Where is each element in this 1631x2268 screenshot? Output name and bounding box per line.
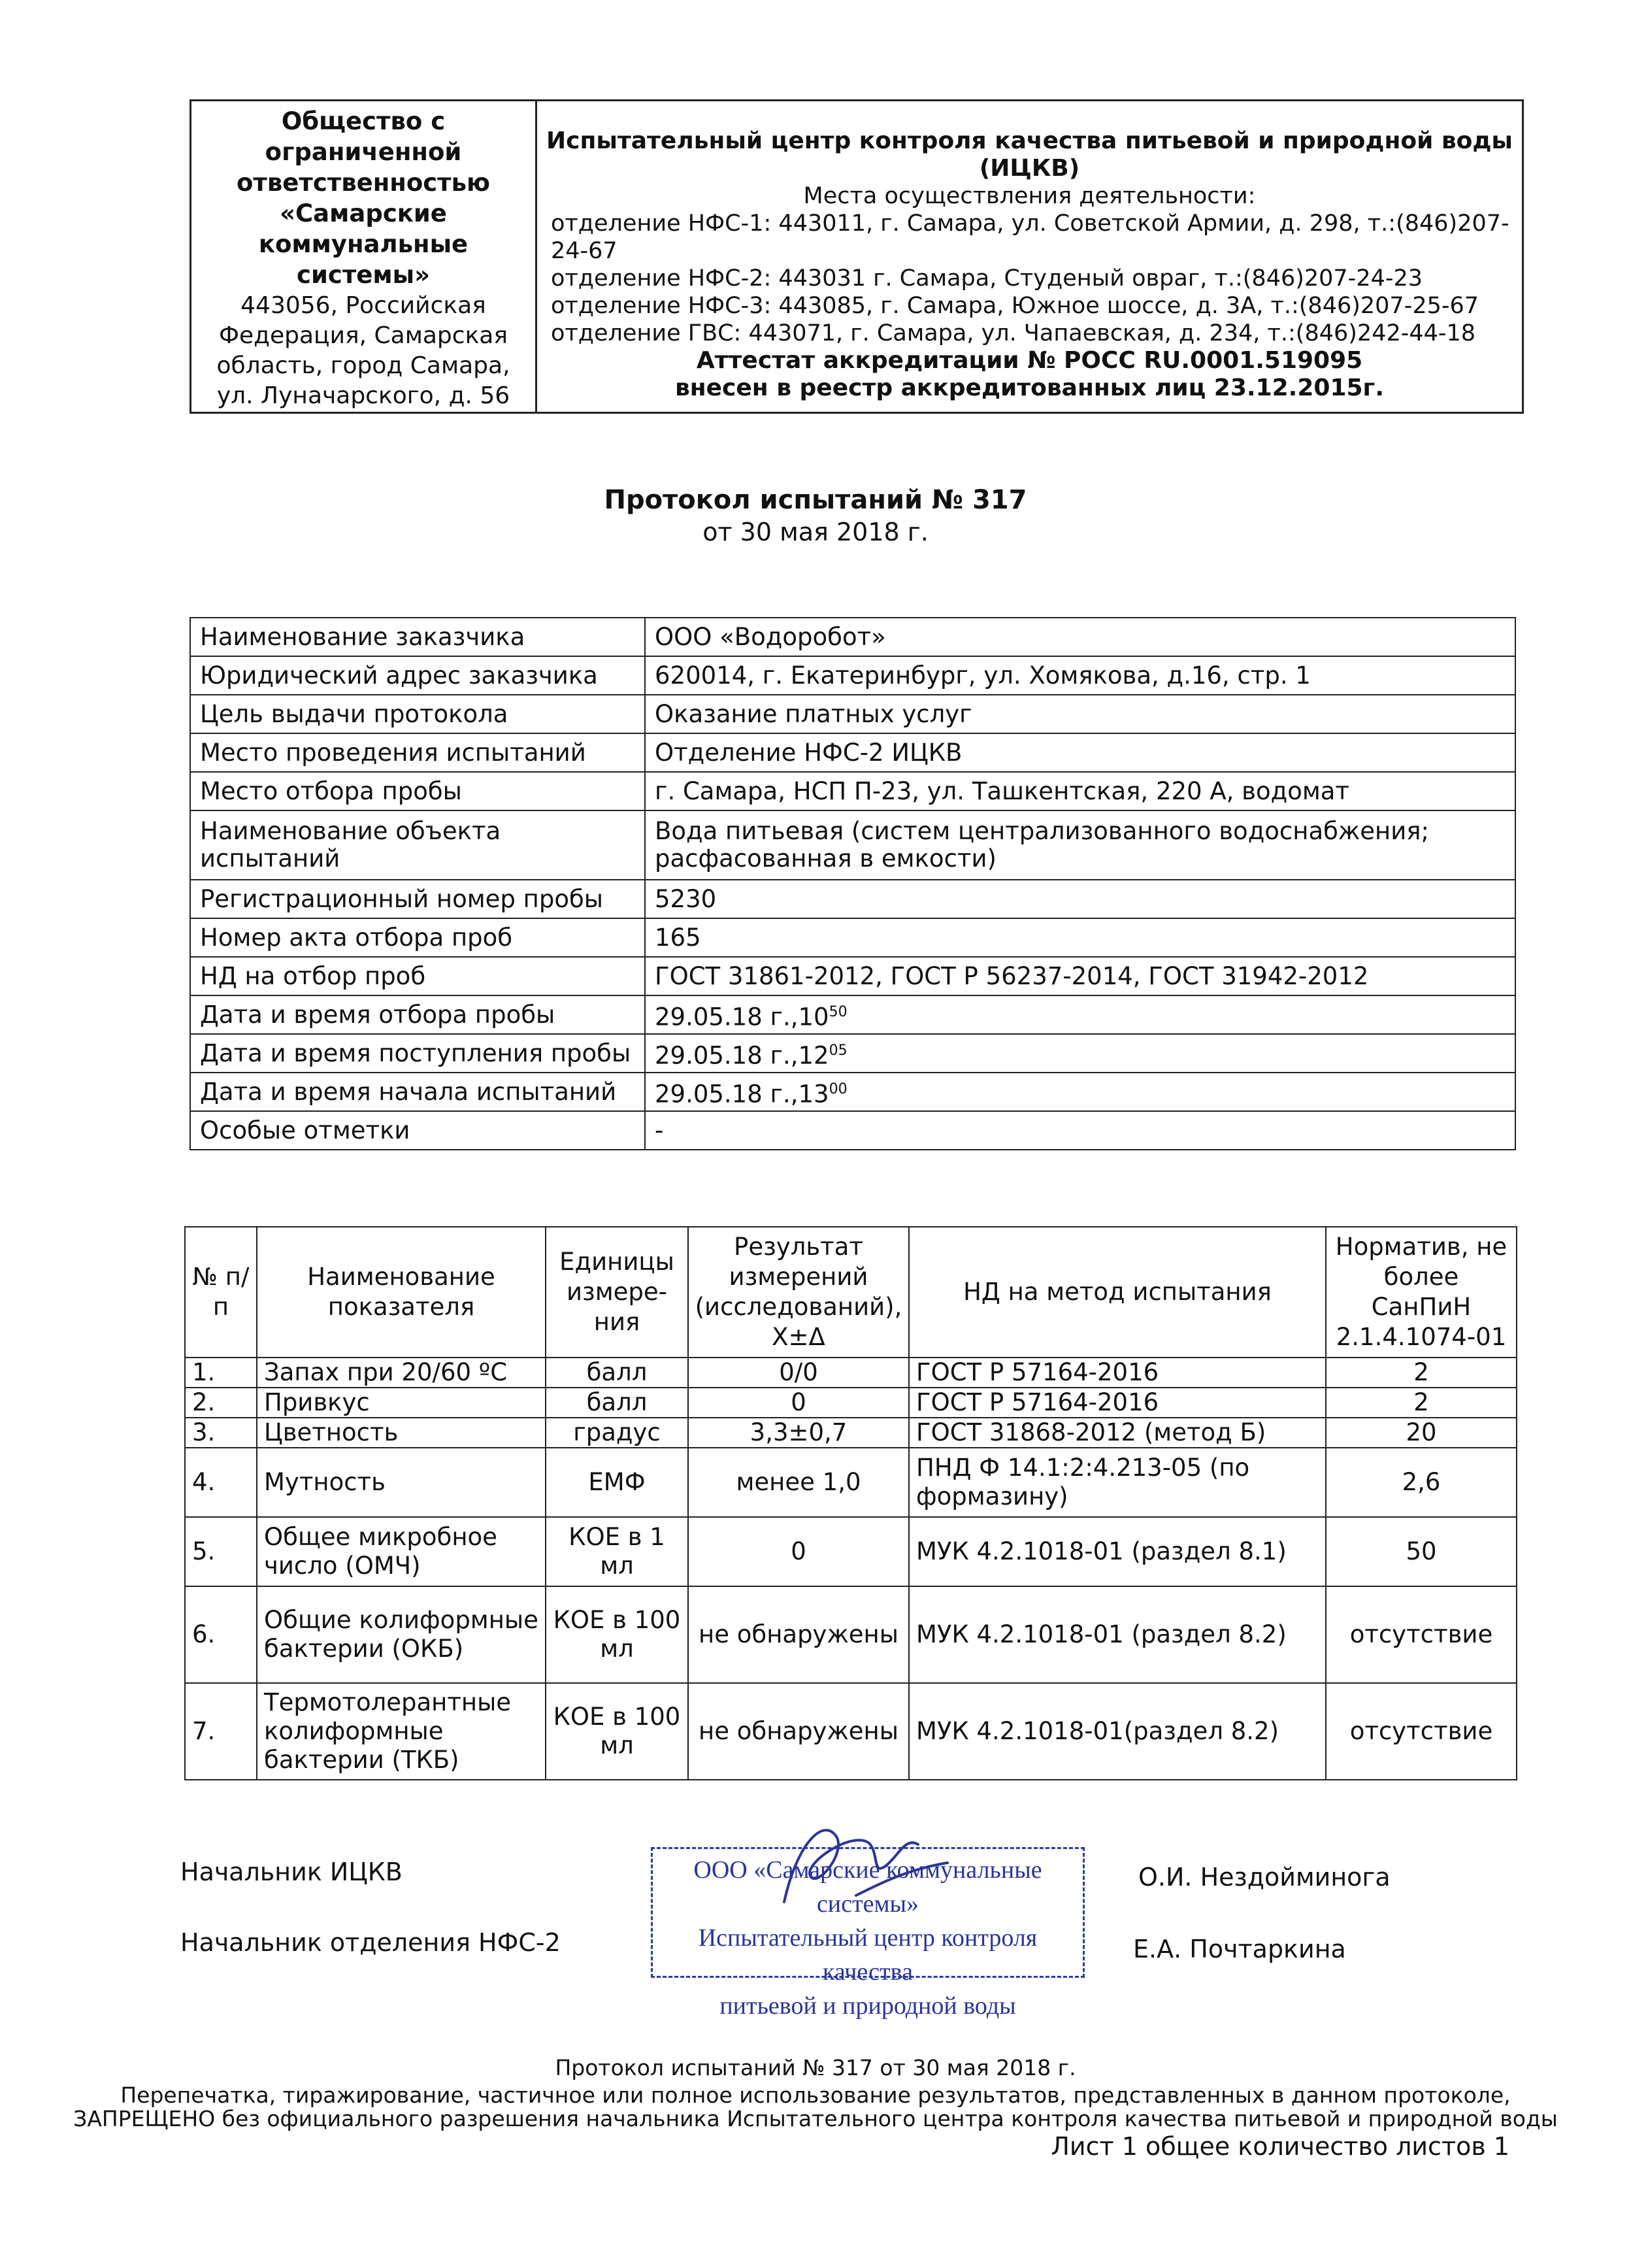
results-table: [184, 1226, 1517, 1780]
header-block: [189, 99, 1524, 414]
col-result-header: Результат измерений (исследований), Х±Δ: [688, 1227, 909, 1358]
department-line: отделение НФС-1: 443011, г. Самара, ул. Советской Армии, д. 298, т.:(846)207-24-67: [551, 210, 1509, 264]
table-row: [185, 1358, 1517, 1388]
norm-value: отсутствие: [1326, 1586, 1517, 1683]
info-value: ООО «Водоробот»: [645, 618, 1515, 656]
norm-value: 20: [1326, 1418, 1517, 1448]
date-time: 29.05.18 г.,12: [655, 1041, 829, 1070]
info-key: Дата и время поступления пробы: [190, 1034, 645, 1073]
row-num: 1.: [185, 1358, 257, 1388]
org-address-line: Федерация, Самарская: [218, 322, 508, 349]
test-method: МУК 4.2.1018-01 (раздел 8.2): [909, 1586, 1326, 1683]
info-row: [190, 957, 1515, 995]
unit: КОЕ в 1 мл: [546, 1517, 688, 1586]
info-value: Вода питьевая (систем централизованного водоснабжения; расфасованная в емкости): [645, 810, 1515, 880]
info-key: НД на отбор проб: [190, 957, 645, 995]
date-time: 29.05.18 г.,13: [655, 1080, 829, 1109]
table-row: [185, 1517, 1517, 1586]
signatory-name-2: Е.А. Почтаркина: [1133, 1935, 1346, 1963]
org-address-line: ул. Луначарского, д. 56: [216, 382, 510, 409]
indicator-name: Цветность: [257, 1418, 546, 1448]
col-method-header: НД на метод испытания: [909, 1227, 1326, 1358]
places-label: Места осуществления деятельности:: [803, 183, 1256, 209]
info-key: Место отбора пробы: [190, 772, 645, 810]
footer-notice-1: Перепечатка, тиражирование, частичное или полное использование результатов, представленных в данном протоколе,: [120, 2082, 1511, 2108]
info-row: [190, 918, 1515, 957]
info-row: [190, 880, 1515, 918]
org-name-line: Общество с: [281, 107, 446, 135]
info-key: Регистрационный номер пробы: [190, 880, 645, 918]
info-value: [645, 1034, 1515, 1073]
info-key: Дата и время начала испытаний: [190, 1073, 645, 1111]
info-row: [190, 1034, 1515, 1073]
info-key: Особые отметки: [190, 1111, 645, 1150]
result-value: не обнаружены: [688, 1586, 909, 1683]
info-row: [190, 810, 1515, 880]
unit: балл: [546, 1388, 688, 1418]
stamp-line: ООО «Самарские коммунальные системы»: [693, 1856, 1042, 1918]
indicator-name: Привкус: [257, 1388, 546, 1418]
col-name-header: Наименование показателя: [257, 1227, 546, 1358]
info-value: Оказание платных услуг: [645, 695, 1515, 733]
info-row: [190, 772, 1515, 810]
indicator-name: Общее микробное число (ОМЧ): [257, 1517, 546, 1586]
footer-notice-2: ЗАПРЕЩЕНО без официального разрешения начальника Испытательного центра контроля качества питьевой и природной воды: [73, 2106, 1558, 2131]
footer-protocol-ref: Протокол испытаний № 317 от 30 мая 2018 г.: [555, 2055, 1076, 2080]
laboratory-cell: [536, 101, 1523, 413]
indicator-name: Термотолерантные колиформные бактерии (ТКБ): [257, 1683, 546, 1780]
info-key: Дата и время отбора пробы: [190, 995, 645, 1034]
table-row: [185, 1683, 1517, 1780]
result-value: 0: [688, 1517, 909, 1586]
info-value: [645, 995, 1515, 1034]
norm-value: 2: [1326, 1358, 1517, 1388]
info-value: 620014, г. Екатеринбург, ул. Хомякова, д.16, стр. 1: [645, 656, 1515, 695]
info-row: [190, 1111, 1515, 1150]
organization-cell: [191, 101, 536, 413]
col-norm-header: Норматив, не более СанПиН 2.1.4.1074-01: [1326, 1227, 1517, 1358]
info-row: [190, 995, 1515, 1034]
signatory-role-1: Начальник ИЦКВ: [180, 1858, 403, 1886]
department-line: отделение НФС-3: 443085, г. Самара, Южное шоссе, д. 3А, т.:(846)207-25-67: [551, 293, 1479, 319]
test-method: ГОСТ Р 57164-2016: [909, 1388, 1326, 1418]
row-num: 2.: [185, 1388, 257, 1418]
result-value: 3,3±0,7: [688, 1418, 909, 1448]
info-value: [645, 1073, 1515, 1111]
department-line: отделение ГВС: 443071, г. Самара, ул. Чапаевская, д. 234, т.:(846)242-44-18: [551, 320, 1476, 346]
test-method: МУК 4.2.1018-01(раздел 8.2): [909, 1683, 1326, 1780]
row-num: 6.: [185, 1586, 257, 1683]
sheet-count: Лист 1 общее количество листов 1: [1051, 2132, 1509, 2161]
info-key: Наименование объекта испытаний: [190, 810, 645, 880]
info-row: [190, 695, 1515, 733]
norm-value: 2: [1326, 1388, 1517, 1418]
info-value: ГОСТ 31861-2012, ГОСТ Р 56237-2014, ГОСТ 31942-2012: [645, 957, 1515, 995]
unit: градус: [546, 1418, 688, 1448]
org-name-line: ограниченной: [265, 138, 462, 166]
info-row: [190, 618, 1515, 656]
protocol-title: Протокол испытаний № 317: [604, 485, 1027, 515]
table-row: [185, 1418, 1517, 1448]
table-row: [185, 1586, 1517, 1683]
info-value: -: [645, 1111, 1515, 1150]
info-key: Юридический адрес заказчика: [190, 656, 645, 695]
accreditation-registry: внесен в реестр аккредитованных лиц 23.12.2015г.: [674, 375, 1385, 401]
signatory-role-2: Начальник отделения НФС-2: [180, 1928, 561, 1957]
row-num: 3.: [185, 1418, 257, 1448]
stamp-line: питьевой и природной воды: [719, 1992, 1016, 2020]
info-row: [190, 733, 1515, 772]
info-value: Отделение НФС-2 ИЦКВ: [645, 733, 1515, 772]
unit: ЕМФ: [546, 1448, 688, 1517]
indicator-name: Мутность: [257, 1448, 546, 1517]
stamp-line: Испытательный центр контроля качества: [698, 1924, 1038, 1986]
time-minutes: 00: [829, 1080, 848, 1097]
result-value: не обнаружены: [688, 1683, 909, 1780]
info-value: 165: [645, 918, 1515, 957]
info-value: г. Самара, НСП П-23, ул. Ташкентская, 220 А, водомат: [645, 772, 1515, 810]
lab-abbreviation: (ИЦКВ): [979, 155, 1080, 182]
result-value: 0: [688, 1388, 909, 1418]
info-key: Наименование заказчика: [190, 618, 645, 656]
info-key: Номер акта отбора проб: [190, 918, 645, 957]
signatory-name-1: О.И. Нездойминога: [1138, 1863, 1391, 1892]
indicator-name: Общие колиформные бактерии (ОКБ): [257, 1586, 546, 1683]
protocol-date: от 30 мая 2018 г.: [702, 518, 929, 546]
sample-info-table: [189, 617, 1516, 1150]
test-method: ГОСТ Р 57164-2016: [909, 1358, 1326, 1388]
date-time: 29.05.18 г.,10: [655, 1003, 829, 1031]
info-key: Цель выдачи протокола: [190, 695, 645, 733]
row-num: 4.: [185, 1448, 257, 1517]
org-name-line: коммунальные: [258, 230, 469, 258]
test-method: ГОСТ 31868-2012 (метод Б): [909, 1418, 1326, 1448]
table-row: [185, 1388, 1517, 1418]
row-num: 7.: [185, 1683, 257, 1780]
norm-value: 2,6: [1326, 1448, 1517, 1517]
unit: балл: [546, 1358, 688, 1388]
unit: КОЕ в 100 мл: [546, 1683, 688, 1780]
test-method: ПНД Ф 14.1:2:4.213-05 (по формазину): [909, 1448, 1326, 1517]
test-method: МУК 4.2.1018-01 (раздел 8.1): [909, 1517, 1326, 1586]
unit: КОЕ в 100 мл: [546, 1586, 688, 1683]
info-row: [190, 656, 1515, 695]
info-key: Место проведения испытаний: [190, 733, 645, 772]
result-value: менее 1,0: [688, 1448, 909, 1517]
time-minutes: 05: [829, 1042, 848, 1059]
indicator-name: Запах при 20/60 ºС: [257, 1358, 546, 1388]
lab-title: Испытательный центр контроля качества питьевой и природной воды: [546, 127, 1513, 154]
results-header-row: [185, 1227, 1517, 1358]
org-name-line: «Самарские: [280, 199, 447, 227]
row-num: 5.: [185, 1517, 257, 1586]
result-value: 0/0: [688, 1358, 909, 1388]
org-name-line: системы»: [297, 261, 430, 289]
accreditation-number: Аттестат аккредитации № РОСС RU.0001.519095: [696, 347, 1363, 374]
norm-value: отсутствие: [1326, 1683, 1517, 1780]
org-address-line: 443056, Российская: [240, 292, 486, 319]
table-row: [185, 1448, 1517, 1517]
info-value: 5230: [645, 880, 1515, 918]
info-row: [190, 1073, 1515, 1111]
norm-value: 50: [1326, 1517, 1517, 1586]
department-line: отделение НФС-2: 443031 г. Самара, Студеный овраг, т.:(846)207-24-23: [551, 265, 1423, 292]
handwritten-signature: [738, 1804, 961, 1935]
col-unit-header: Единицы измере-ния: [546, 1227, 688, 1358]
col-num-header: № п/п: [185, 1227, 257, 1358]
time-minutes: 50: [829, 1003, 848, 1020]
org-name-line: ответственностью: [237, 169, 490, 197]
org-address-line: область, город Самара,: [216, 352, 510, 379]
